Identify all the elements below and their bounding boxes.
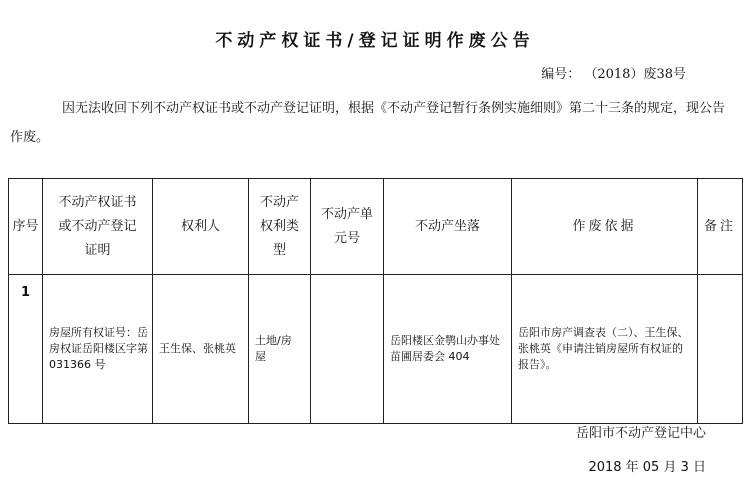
header-owner: 权利人 bbox=[153, 179, 249, 275]
cell-remark bbox=[698, 275, 743, 424]
header-basis: 作废依据 bbox=[512, 179, 698, 275]
void-certificate-table bbox=[8, 178, 743, 424]
cell-basis: 岳阳市房产调查表（二）、王生保、张桃英《申请注销房屋所有权证的报告》。 bbox=[512, 275, 698, 424]
cell-unit-no bbox=[311, 275, 384, 424]
document-number: 编号： （2018）废38号 bbox=[541, 67, 686, 82]
header-seq: 序号 bbox=[9, 179, 43, 275]
cell-certificate: 房屋所有权证号：岳房权证岳阳楼区字第 031366 号 bbox=[43, 275, 153, 424]
table-row bbox=[9, 275, 743, 424]
header-certificate: 不动产权证书或不动产登记证明 bbox=[43, 179, 153, 275]
header-location: 不动产坐落 bbox=[384, 179, 512, 275]
cell-location: 岳阳楼区金鹗山办事处苗圃居委会 404 bbox=[384, 275, 512, 424]
header-remark: 备注 bbox=[698, 179, 743, 275]
notice-body: 因无法收回下列不动产权证书或不动产登记证明，根据《不动产登记暂行条例实施细则》第二十三条的规定，现公告作废。 bbox=[10, 101, 726, 145]
cell-right-type: 土地/房屋 bbox=[249, 275, 311, 424]
issuer-name: 岳阳市不动产登记中心 bbox=[575, 426, 706, 441]
header-unit-no: 不动产单元号 bbox=[311, 179, 384, 275]
table-header-row bbox=[9, 179, 743, 275]
notice-title: 不动产权证书/登记证明作废公告 bbox=[215, 31, 535, 51]
cell-seq: 1 bbox=[9, 275, 43, 424]
cell-owner: 王生保、张桃英 bbox=[153, 275, 249, 424]
issue-date: 2018 年 05 月 3 日 bbox=[588, 460, 706, 475]
header-right-type: 不动产权利类型 bbox=[249, 179, 311, 275]
